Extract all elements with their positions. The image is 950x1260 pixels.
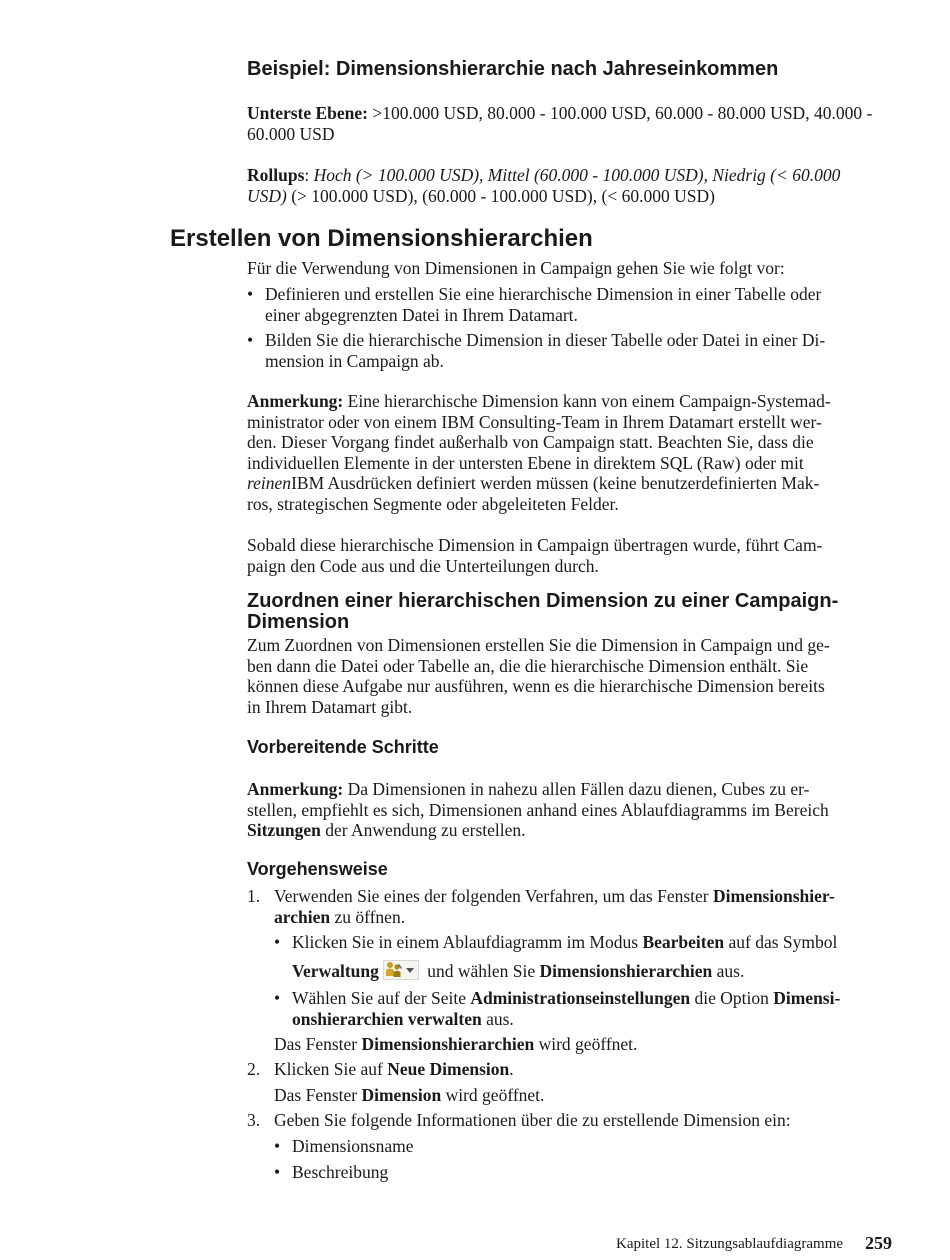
note-text: IBM Ausdrücken definiert werden müssen (keine benutzerdefinierten Mak-	[291, 473, 820, 493]
procedure-step-1	[247, 886, 907, 927]
step-bold: Dimensionshierarchien	[539, 960, 713, 981]
section-heading: Erstellen von Dimensionshierarchien	[170, 225, 593, 252]
step-1-result	[274, 1034, 637, 1055]
step-number: 2.	[247, 1059, 261, 1079]
list-item	[274, 1162, 388, 1183]
step-bold: onshierarchien verwalten	[292, 1008, 482, 1029]
rollups-italic: Hoch (> 100.000 USD), Mittel (60.000 - 100.000 USD), Niedrig (< 60.000	[313, 165, 841, 185]
note-text: ministrator oder von einem IBM Consulting-Team in Ihrem Datamart erstellt wer-	[247, 411, 822, 432]
footer-chapter: Kapitel 12. Sitzungsablaufdiagramme	[616, 1236, 844, 1252]
step-text: zu öffnen.	[330, 906, 406, 927]
list-item	[247, 330, 897, 371]
list-item	[274, 988, 904, 1029]
transfer-paragraph	[247, 535, 897, 576]
step-text: Geben Sie folgende Informationen über die zu erstellende Dimension ein:	[274, 1110, 791, 1130]
step-text: wird geöffnet.	[441, 1085, 545, 1105]
rollups-italic-cont: USD)	[247, 185, 287, 206]
step-text: die Option	[690, 988, 774, 1008]
step-text: Das Fenster	[274, 1034, 362, 1054]
step-text: Verwenden Sie eines der folgenden Verfahren, um das Fenster	[274, 886, 713, 906]
paragraph-line: Sobald diese hierarchische Dimension in Campaign übertragen wurde, führt Cam-	[247, 535, 823, 555]
list-item-text: Dimensionsname	[292, 1136, 414, 1156]
note-text: ros, strategischen Segmente oder abgeleiteten Felder.	[247, 493, 619, 514]
paragraph-line: ben dann die Datei oder Tabelle an, die die hierarchische Dimension enthält. Sie	[247, 655, 809, 676]
bullet-text-cont: mension in Campaign ab.	[265, 350, 444, 371]
list-item	[274, 932, 904, 984]
note-text: der Anwendung zu erstellen.	[320, 820, 526, 840]
step-text: Klicken Sie in einem Ablaufdiagramm im Modus	[292, 932, 643, 952]
bullet-text: Bilden Sie die hierarchische Dimension in dieser Tabelle oder Datei in einer Di-	[265, 330, 826, 350]
admin-people-dropdown-icon	[383, 960, 419, 985]
bullet-marker: •	[247, 284, 254, 304]
step-bold: Neue Dimension	[387, 1059, 510, 1079]
rollups-label: Rollups	[247, 165, 305, 185]
note-label: Anmerkung:	[247, 391, 344, 411]
note-text: stellen, empfiehlt es sich, Dimensionen anhand eines Ablaufdiagramms im Bereich	[247, 799, 829, 820]
note-text: individuellen Elemente in der untersten Ebene in direktem SQL (Raw) oder mit	[247, 452, 804, 473]
step-text: Wählen Sie auf der Seite	[292, 988, 471, 1008]
step-bold: Dimensi-	[773, 988, 841, 1008]
step-number: 3.	[247, 1110, 261, 1130]
paragraph-line: in Ihrem Datamart gibt.	[247, 696, 413, 717]
step-text: und wählen Sie	[422, 960, 540, 981]
rollups-values: (> 100.000 USD), (60.000 - 100.000 USD), (< 60.000 USD)	[286, 185, 715, 206]
lowest-level-label: Unterste Ebene:	[247, 103, 369, 123]
note-bold: Sitzungen	[247, 820, 321, 840]
bullet-marker: •	[274, 1136, 281, 1156]
step-bold: Bearbeiten	[642, 932, 725, 952]
step-number: 1.	[247, 886, 261, 906]
bullet-marker: •	[247, 330, 254, 350]
mapping-heading-line: Dimension	[247, 611, 350, 633]
mapping-heading-line: Zuordnen einer hierarchischen Dimension zu einer Campaign-	[247, 590, 839, 612]
step-text: Klicken Sie auf	[274, 1059, 388, 1079]
rollups-colon: :	[304, 165, 314, 185]
bullet-marker: •	[274, 1162, 281, 1182]
section-intro: Für die Verwendung von Dimensionen in Campaign gehen Sie wie folgt vor:	[247, 258, 785, 278]
procedure-step-3	[247, 1110, 907, 1131]
note-text: Da Dimensionen in nahezu allen Fällen dazu dienen, Cubes zu er-	[343, 779, 810, 799]
step-bold: Dimensionshier-	[712, 886, 835, 906]
section-bullet-list	[247, 284, 897, 371]
paragraph-line: können diese Aufgabe nur ausführen, wenn es die hierarchische Dimension bereits	[247, 676, 825, 696]
lowest-level-values-cont: 60.000 USD	[247, 123, 335, 144]
note-paragraph	[247, 391, 897, 514]
paragraph-line: paign den Code aus und die Unterteilungen durch.	[247, 555, 599, 576]
step-text: aus.	[481, 1008, 514, 1029]
step-text: .	[509, 1059, 514, 1079]
step-bold: Verwaltung	[292, 960, 379, 981]
page-number: 259	[865, 1233, 892, 1253]
lowest-level-paragraph	[247, 103, 897, 144]
mapping-heading	[247, 591, 838, 633]
bullet-text: Definieren und erstellen Sie eine hierarchische Dimension in einer Tabelle oder	[265, 284, 822, 304]
step-bold: archien	[274, 906, 331, 927]
prep-note	[247, 779, 907, 841]
bullet-marker: •	[274, 988, 281, 1008]
procedure-step-2	[247, 1059, 907, 1080]
note-text: den. Dieser Vorgang findet außerhalb von Campaign statt. Beachten Sie, dass die	[247, 432, 814, 452]
list-item	[247, 284, 897, 325]
step-bold: Administrationseinstellungen	[470, 988, 691, 1008]
list-item-text: Beschreibung	[292, 1162, 389, 1182]
bullet-marker: •	[274, 932, 281, 952]
note-italic: reinen	[247, 473, 292, 493]
step-2-result	[274, 1085, 544, 1106]
list-item	[274, 1136, 414, 1157]
note-text: Eine hierarchische Dimension kann von einem Campaign-Systemad-	[343, 391, 831, 411]
prep-heading: Vorbereitende Schritte	[247, 737, 439, 757]
mapping-paragraph	[247, 635, 907, 717]
rollups-paragraph	[247, 165, 897, 206]
bullet-text-cont: einer abgegrenzten Datei in Ihrem Datamart.	[265, 304, 578, 325]
step-text: wird geöffnet.	[534, 1034, 638, 1054]
note-label: Anmerkung:	[247, 779, 344, 799]
procedure-heading: Vorgehensweise	[247, 859, 388, 879]
step-bold: Dimension	[361, 1085, 442, 1105]
example-heading: Beispiel: Dimensionshierarchie nach Jahreseinkommen	[247, 58, 779, 80]
step-text: Das Fenster	[274, 1085, 362, 1105]
step-text: auf das Symbol	[724, 932, 838, 952]
step-text: aus.	[712, 960, 745, 981]
lowest-level-values: >100.000 USD, 80.000 - 100.000 USD, 60.000 - 80.000 USD, 40.000 -	[368, 103, 873, 123]
paragraph-line: Zum Zuordnen von Dimensionen erstellen Sie die Dimension in Campaign und ge-	[247, 635, 830, 655]
step-bold: Dimensionshierarchien	[361, 1034, 535, 1054]
